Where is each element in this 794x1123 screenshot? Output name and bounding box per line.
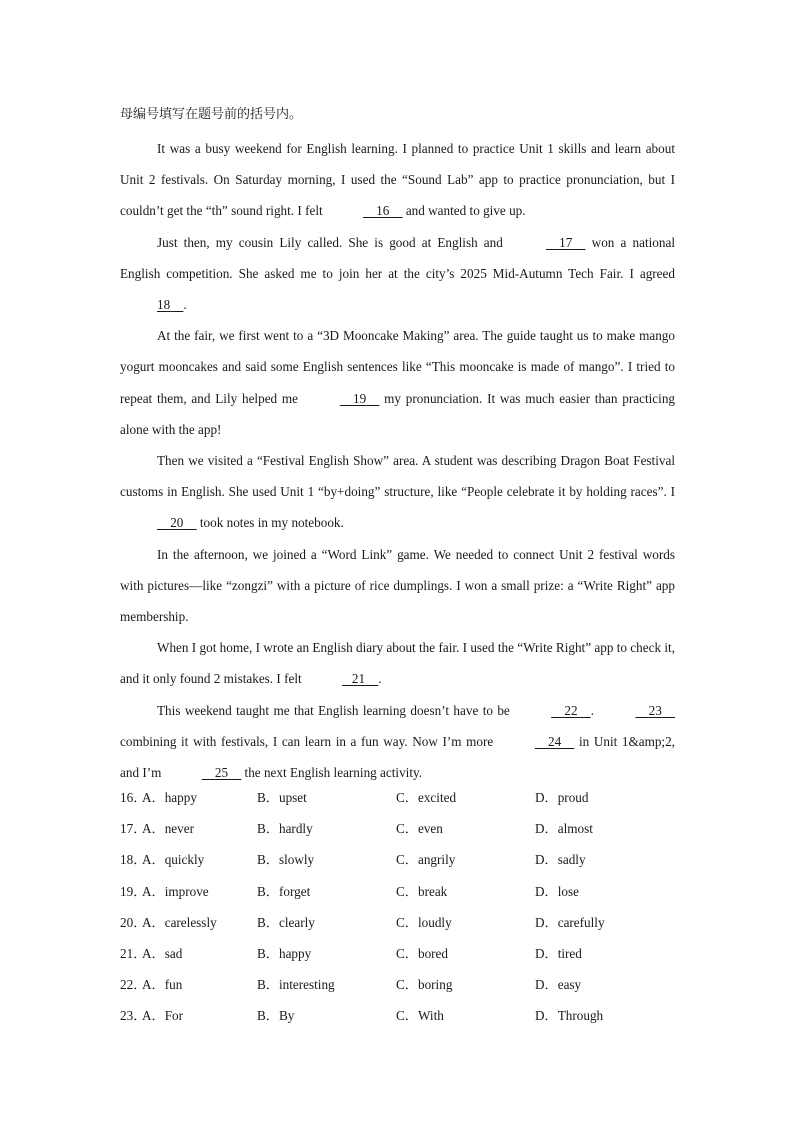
option-b: B．clearly [257, 914, 315, 930]
paragraph-text: won a national English competition. She asked me to join her at the city’s 2025 Mid-Autumn Tech Fair. I agreed [120, 234, 675, 281]
paragraph-text: It was a busy weekend for English learning. I planned to practice Unit 1 skills and learn about Unit 2 festivals. On Saturday morning, I used the “Sound Lab” app to practice pronunciation, but I couldn’t get the “th” sound right. I felt [120, 141, 675, 219]
option-d: D．lose [535, 883, 579, 899]
question-row-20 [120, 912, 680, 943]
paragraph-text: In the afternoon, we joined a “Word Link” game. We needed to connect Unit 2 festival words with pictures—like “zongzi” with a picture of rice dumplings. I won a small prize: a “Write Right” app membership. [120, 546, 675, 625]
paragraph-text: Just then, my cousin Lily called. She is good at English and [157, 234, 509, 250]
question-number: 18． [120, 852, 147, 868]
blank-20: 20 [170, 515, 184, 531]
option-d: D．easy [535, 977, 582, 993]
paragraph-2 [120, 227, 675, 321]
paragraph-text: This weekend taught me that English learning doesn’t have to be [157, 702, 515, 718]
paragraph-text: in Unit 1&amp;2, and I’m [120, 733, 675, 781]
option-b: B．slowly [257, 852, 315, 868]
option-b: B．hardly [257, 821, 313, 837]
option-a: A．never [142, 821, 194, 837]
option-d: D．Through [535, 1008, 604, 1024]
option-c: C．even [396, 821, 443, 837]
paragraph-text: . [378, 671, 382, 687]
paragraph-text: . [590, 702, 599, 718]
question-number: 20． [120, 914, 147, 930]
option-a: A．improve [142, 883, 209, 899]
paragraph-text: and wanted to give up. [402, 203, 526, 219]
question-row-21 [120, 943, 680, 974]
option-c: C．boring [396, 977, 453, 993]
paragraph-text: When I got home, I wrote an English diary about the fair. I used the “Write Right” app to check it, and it only found 2 mistakes. I felt [120, 640, 675, 687]
paragraph-text: At the fair, we first went to a “3D Mooncake Making” area. The guide taught us to make mango yogurt mooncakes and said some English sentences like “This mooncake is made of mango”. I tried to repeat them, and Lily helped me [120, 328, 675, 406]
paragraph-text: Then we visited a “Festival English Show” area. A student was describing Dragon Boat Festival customs in English. She used Unit 1 “by+doing” structure, like “People celebrate it by holding races”. I [120, 453, 675, 500]
option-b: B．By [257, 1008, 295, 1024]
paragraph-5 [120, 539, 675, 633]
option-c: C．angrily [396, 852, 456, 868]
option-a: A．For [142, 1008, 184, 1024]
blank-17: 17 [559, 234, 573, 250]
option-b: B．forget [257, 883, 311, 899]
paragraph-text: combining it with festivals, I can learn in a fun way. Now I’m more [120, 733, 498, 749]
paragraph-7 [120, 695, 675, 789]
option-a: A．quickly [142, 852, 205, 868]
paragraph-3 [120, 320, 675, 445]
option-a: A．sad [142, 945, 183, 961]
paragraph-text: . [183, 297, 187, 313]
blank-25: 25 [214, 765, 229, 781]
option-a: A．happy [142, 790, 197, 805]
option-b: B．interesting [257, 977, 335, 993]
question-row-16 [120, 787, 680, 818]
paragraph-text: my pronunciation. It was much easier than practicing alone with the app! [120, 390, 676, 437]
question-number: 17． [120, 821, 147, 837]
option-c: C．break [396, 883, 448, 899]
paragraph-1 [120, 133, 675, 227]
question-row-19 [120, 881, 680, 912]
passage [120, 133, 675, 788]
question-number: 23． [120, 1008, 147, 1024]
blank-22: 22 [564, 702, 578, 718]
question-row-22 [120, 974, 680, 1005]
instruction-text: 母编号填写在题号前的括号内。 [120, 107, 303, 122]
option-c: C．bored [396, 945, 449, 961]
paragraph-text: took notes in my notebook. [196, 515, 344, 531]
option-a: A．carelessly [142, 914, 217, 930]
blank-24: 24 [547, 733, 562, 749]
blank-18: 18 [157, 297, 171, 313]
option-c: C．loudly [396, 914, 452, 930]
option-c: C．excited [396, 790, 457, 805]
question-number: 19． [120, 883, 147, 899]
answer-options [120, 787, 680, 1037]
option-b: B．upset [257, 790, 307, 805]
option-d: D．proud [535, 790, 589, 805]
option-d: D．carefully [535, 914, 605, 930]
paragraph-text: the next English learning activity. [241, 765, 423, 781]
question-number: 21． [120, 945, 147, 961]
blank-16: 16 [376, 203, 390, 219]
option-a: A．fun [142, 977, 183, 993]
blank-19: 19 [353, 390, 367, 406]
option-b: B．happy [257, 945, 312, 961]
option-d: D．almost [535, 821, 593, 837]
question-row-17 [120, 818, 680, 849]
question-number: 16． [120, 790, 147, 805]
paragraph-4 [120, 445, 675, 539]
option-c: C．With [396, 1008, 444, 1024]
question-row-18 [120, 849, 680, 880]
blank-21: 21 [351, 671, 366, 687]
question-row-23 [120, 1005, 680, 1036]
option-d: D．sadly [535, 852, 586, 868]
option-d: D．tired [535, 945, 582, 961]
question-number: 22． [120, 977, 147, 993]
paragraph-6 [120, 632, 675, 694]
blank-23: 23 [648, 702, 662, 718]
